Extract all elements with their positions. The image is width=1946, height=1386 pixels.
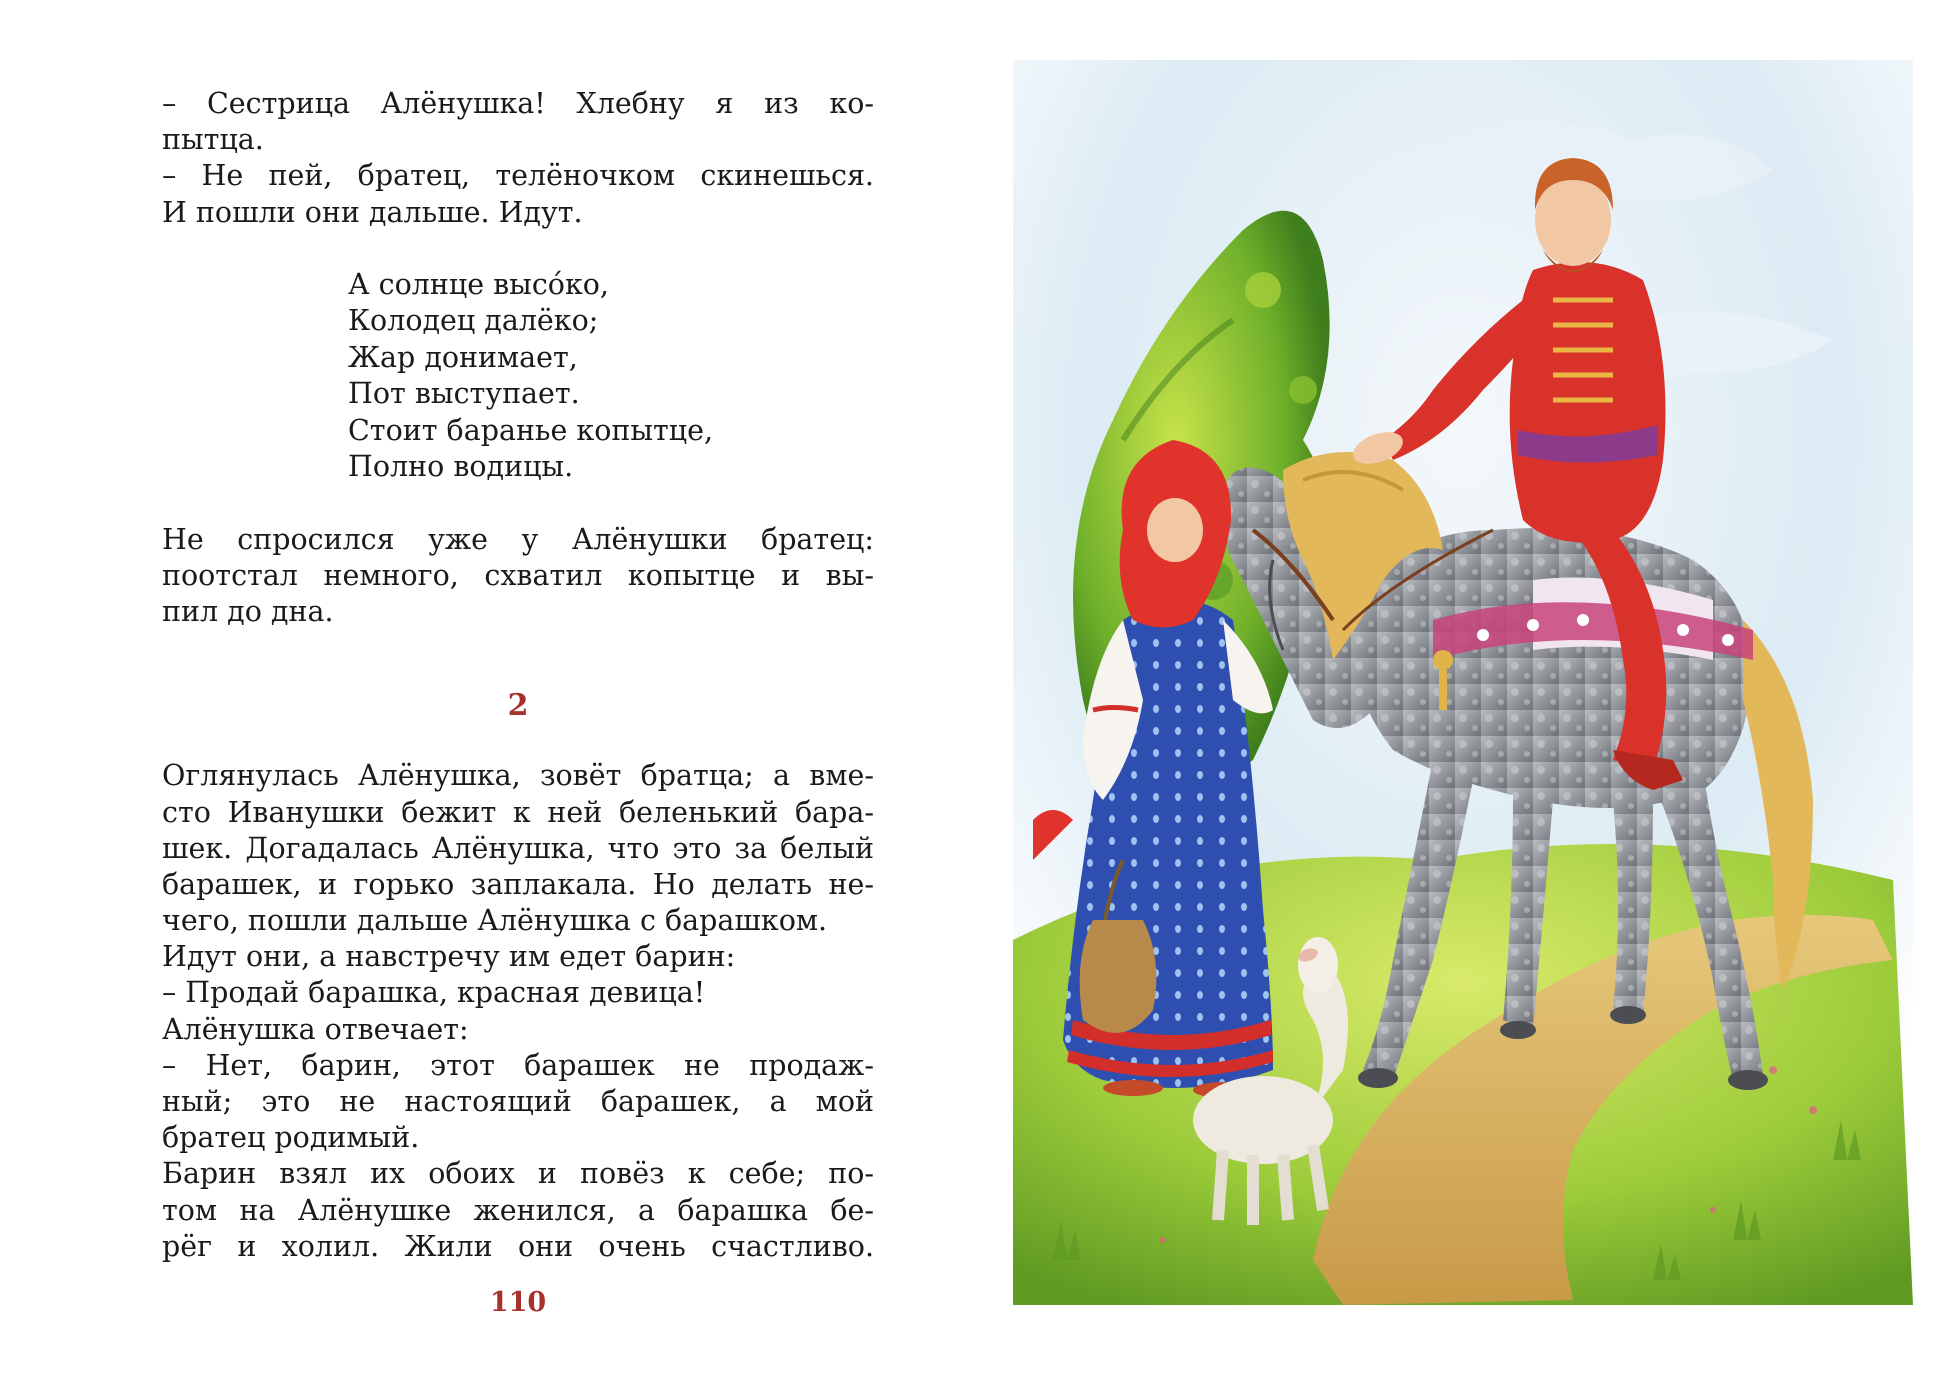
text-line: Идут они, а навстречу им едет барин: [162, 940, 736, 974]
text-line: шек. Догадалась Алёнушка, что это за белый [162, 831, 874, 865]
text-line: – Не пей, братец, телёночком скинешься. [162, 159, 874, 193]
text-line: пил до дна. [162, 595, 334, 629]
text-line: сто Иванушки бежит к ней беленький бара- [162, 795, 874, 829]
section-text [162, 758, 874, 1265]
text-line: Не спросился уже у Алёнушки братец: [162, 522, 874, 556]
verse-line: Жар донимает, [348, 340, 578, 374]
text-line: барашек, и горько заплакала. Но делать не- [162, 867, 874, 901]
text-line: – Сестрица Алёнушка! Хлебну я из ко- [162, 87, 874, 120]
narration-line [162, 195, 874, 231]
text-page [162, 86, 874, 1265]
verse-block [348, 267, 874, 486]
text-line: – Продай барашка, красная девица! [162, 976, 706, 1010]
text-line: рёг и холил. Жили они очень счастливо. [162, 1229, 874, 1263]
text-line: пытца. [162, 123, 264, 157]
verse-line: Колодец далёко; [348, 304, 599, 338]
text-line: том на Алёнушке женился, а барашка бе- [162, 1193, 874, 1227]
text-line: Алёнушка отвечает: [162, 1012, 469, 1046]
verse-line: Пот выступает. [348, 377, 580, 411]
text-line: – Нет, барин, этот барашек не продаж- [162, 1048, 874, 1082]
verse-line: А солнце высо́ко, [348, 267, 609, 301]
text-line: ный; это не настоящий барашек, а мой [162, 1085, 874, 1118]
text-line: чего, пошли дальше Алёнушка с барашком. [162, 904, 828, 938]
spacer [162, 231, 874, 267]
page-number: 110 [489, 1287, 547, 1318]
section-number: 2 [507, 688, 529, 724]
verse-line: Полно водицы. [348, 450, 574, 484]
dialog-line-2 [162, 158, 874, 194]
text-line: Барин взял их обоих и повёз к себе; по- [162, 1157, 874, 1191]
illustration-scene [1013, 60, 1913, 1305]
text-line: И пошли они дальше. Идут. [162, 195, 583, 229]
text-line: поотстал немного, схватил копытце и вы- [162, 558, 874, 592]
spacer [162, 486, 874, 522]
dialog-line-1 [162, 86, 874, 158]
text-line: Оглянулась Алёнушка, зовёт братца; а вме- [162, 759, 874, 793]
verse-line: Стоит баранье копытце, [348, 413, 714, 447]
text-line: братец родимый. [162, 1121, 420, 1155]
paragraph-after-verse [162, 522, 874, 631]
illustration [1013, 60, 1913, 1305]
